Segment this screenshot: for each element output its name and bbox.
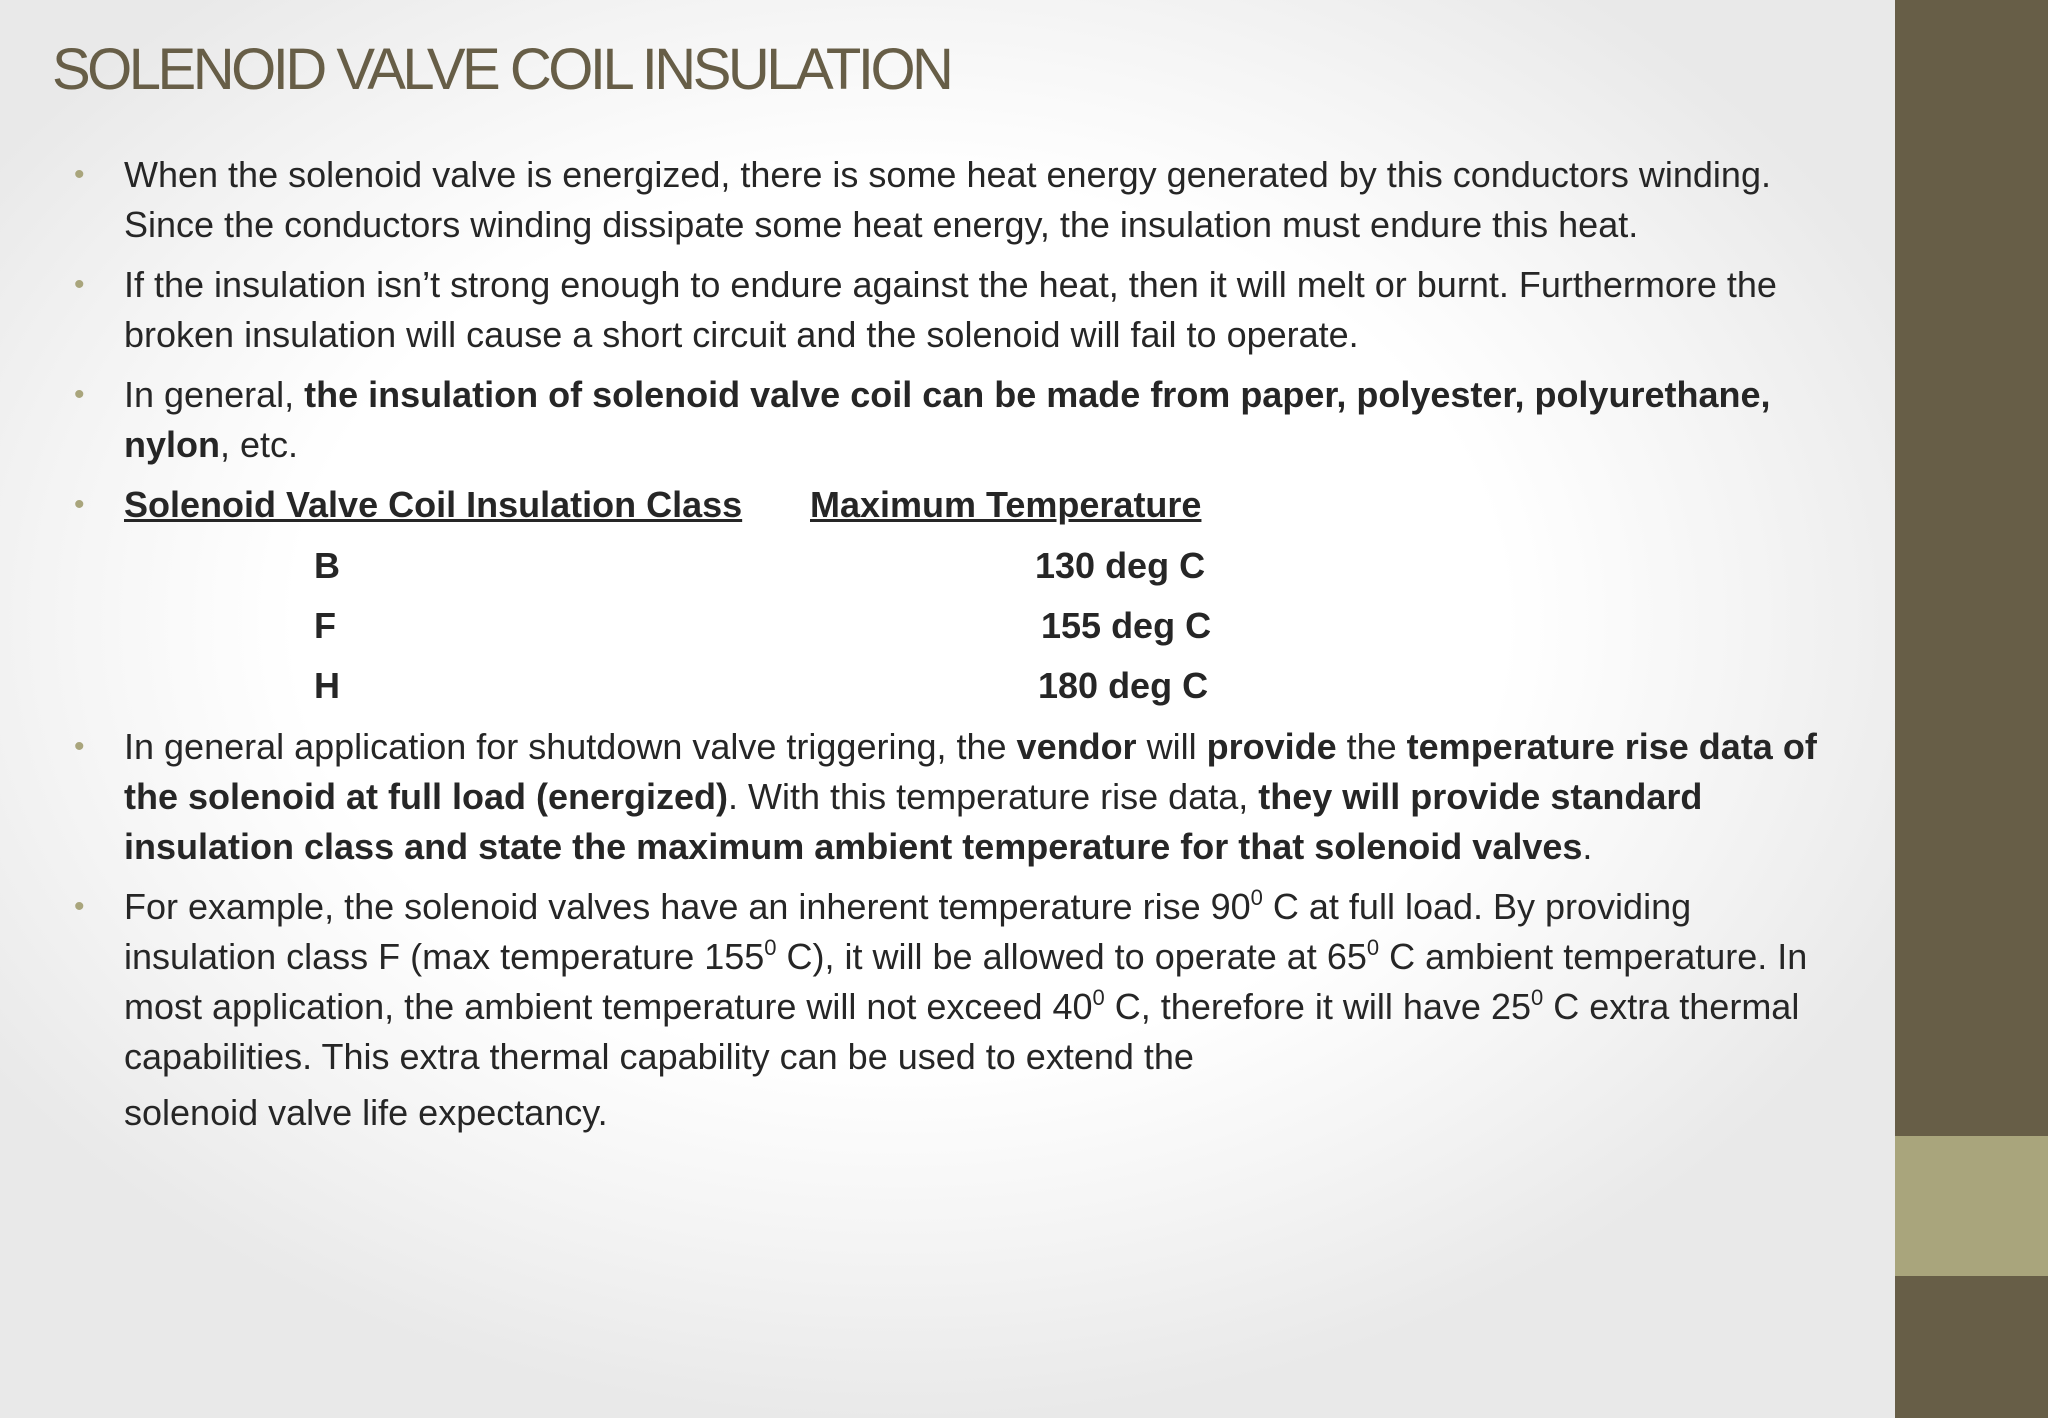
- table-row: [70, 536, 1830, 596]
- bullet-dot-icon: •: [74, 378, 85, 411]
- bullet-text: C extra thermal capabilities. This extra thermal capability can be used to extend the: [124, 986, 1800, 1077]
- bullet-insulation-class-table: [70, 480, 1830, 530]
- bullet-dot-icon: •: [74, 268, 85, 301]
- slide-body: [70, 150, 1830, 1148]
- bullet-example: [70, 882, 1830, 1138]
- bullet-text: C at full load. By providing insulation class F (max temperature 155: [124, 886, 1692, 977]
- table-row: [70, 656, 1830, 716]
- superscript: 0: [1092, 985, 1105, 1010]
- bullet-text-prefix: In general,: [124, 374, 305, 415]
- table-cell-class: B: [314, 545, 340, 586]
- bullet-text: For example, the solenoid valves have an inherent temperature rise 90: [124, 886, 1251, 927]
- bullet-text-bold: they will provide standard insulation class and state the maximum ambient temperature for that solenoid valves: [124, 776, 1703, 867]
- table-cell-class: F: [314, 605, 336, 646]
- superscript: 0: [1531, 985, 1544, 1010]
- bullet-dot-icon: •: [74, 730, 85, 763]
- side-decor-accent: [1895, 1136, 2048, 1276]
- bullet-insulation-materials: [70, 370, 1830, 470]
- bullet-insulation-failure: [70, 260, 1830, 360]
- bullet-text: If the insulation isn’t strong enough to endure against the heat, then it will melt or burnt. Furthermore the broken insulation will cause a short circuit and the solenoid will fail to operate.: [124, 264, 1777, 355]
- bullet-text: When the solenoid valve is energized, there is some heat energy generated by this conductors winding. Since the conductors winding dissipate some heat energy, the insulation must endure this heat.: [124, 154, 1771, 245]
- bullet-text: C), it will be allowed to operate at 65: [776, 936, 1367, 977]
- bullet-text-bold: provide: [1206, 726, 1337, 767]
- bullet-vendor-data: [70, 722, 1830, 872]
- bullet-text: will: [1136, 726, 1207, 767]
- superscript: 0: [764, 935, 777, 960]
- superscript: 0: [1250, 885, 1263, 910]
- bullet-text: C ambient temperature. In most application, the ambient temperature will not exceed 40: [124, 936, 1808, 1027]
- bullet-text: C, therefore it will have 25: [1104, 986, 1531, 1027]
- table-header-temperature: Maximum Temperature: [810, 484, 1202, 525]
- bullet-dot-icon: •: [74, 488, 85, 521]
- bullet-text-bold: vendor: [1016, 726, 1137, 767]
- bullet-dot-icon: •: [74, 890, 85, 923]
- bullet-text: In general application for shutdown valve triggering, the: [124, 726, 1017, 767]
- bullet-text-suffix: , etc.: [220, 424, 299, 465]
- superscript: 0: [1366, 935, 1380, 960]
- bullet-text-bold: temperature rise data of the solenoid at full load (energized): [124, 726, 1817, 817]
- table-header: [124, 480, 1830, 530]
- table-cell-temperature: 155 deg C: [1041, 605, 1212, 646]
- bullet-text-bold: the insulation of solenoid valve coil can be made from paper, polyester, polyurethane, nylon: [124, 374, 1771, 465]
- bullet-text-last-line: solenoid valve life expectancy.: [124, 1092, 608, 1133]
- table-row: [70, 596, 1830, 656]
- table-cell-temperature: 180 deg C: [1038, 665, 1209, 706]
- bullet-text: the: [1336, 726, 1407, 767]
- table-cell-temperature: 130 deg C: [1035, 545, 1206, 586]
- table-header-class: Solenoid Valve Coil Insulation Class: [124, 484, 743, 525]
- table-cell-class: H: [314, 665, 340, 706]
- bullet-text: . With this temperature rise data,: [728, 776, 1259, 817]
- bullet-text: .: [1582, 826, 1593, 867]
- bullet-heat-generation: [70, 150, 1830, 250]
- insulation-class-rows: [70, 536, 1830, 716]
- slide-title: SOLENOID VALVE COIL INSULATION: [52, 37, 951, 102]
- bullet-dot-icon: •: [74, 158, 85, 191]
